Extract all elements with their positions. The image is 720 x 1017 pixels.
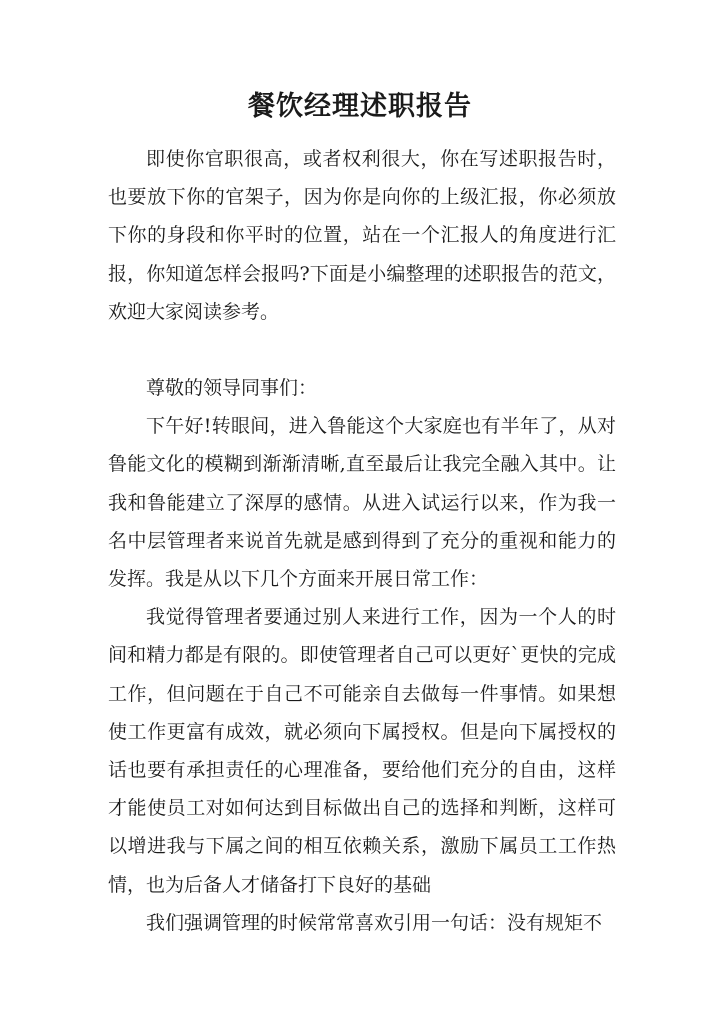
document-title: 餐饮经理述职报告: [248, 91, 472, 122]
body-paragraph: 我们强调管理的时候常常喜欢引用一句话：没有规矩不: [146, 911, 603, 934]
blank-line: [108, 331, 616, 369]
intro-paragraph: 即使你官职很高，或者权利很大，你在写述职报告时，也要放下你的官架子，因为你是向你的上级汇报，你必须放下你的身段和你平时的位置，站在一个汇报人的角度进行汇报，你知道怎样会报吗?下面是小编整理的述职报告的范文，欢迎大家阅读参考。: [108, 148, 616, 323]
document-body: [108, 140, 616, 942]
salutation: 尊敬的领导同事们：: [146, 377, 318, 400]
body-paragraph: 我觉得管理者要通过别人来进行工作，因为一个人的时间和精力都是有限的。即使管理者自己可以更好`更快的完成工作，但问题在于自己不可能亲自去做每一件事情。如果想使工作更富有成效，就必须向下属授权。但是向下属授权的话也要有承担责任的心理准备，要给他们充分的自由，这样才能使员工对如何达到目标做出自己的选择和判断，这样可以增进我与下属之间的相互依赖关系，激励下属员工工作热情，也为后备人才储备打下良好的基础: [108, 606, 616, 896]
body-paragraph: 下午好!转眼间，进入鲁能这个大家庭也有半年了，从对鲁能文化的模糊到渐渐清晰,直至最后让我完全融入其中。让我和鲁能建立了深厚的感情。从进入试运行以来，作为我一名中层管理者来说首先就是感到得到了充分的重视和能力的发挥。我是从以下几个方面来开展日常工作：: [108, 415, 616, 591]
